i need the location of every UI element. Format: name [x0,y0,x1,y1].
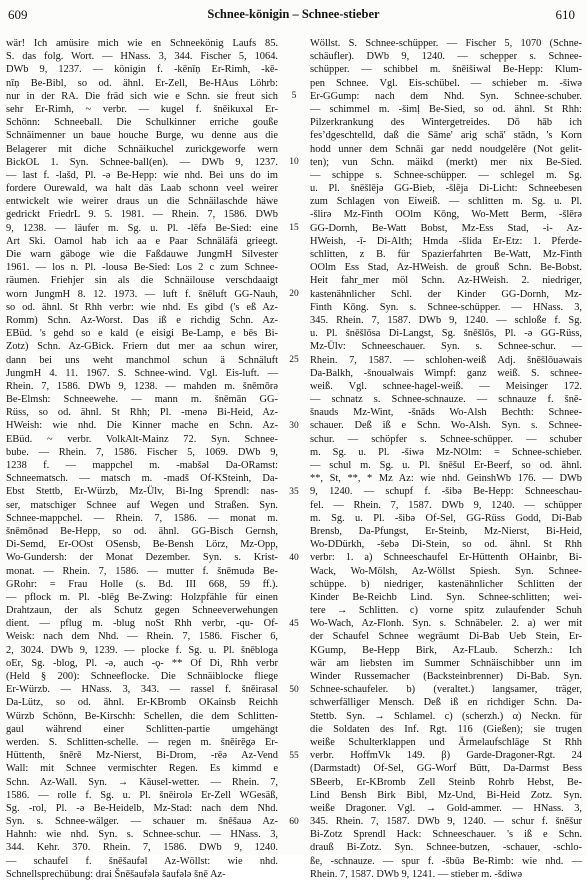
text-line: Heit fahr_mer möl Schn. Az-HWeish. 2. niedriger, [310,275,582,287]
text-line: tere → Schlitten. c) vorne spitz zulaufender Schuh [310,605,582,617]
text-line: pen Schnee. Vgl. Eis-schübel. — schieber m. -šiwə [310,77,582,89]
page-number-left: 609 [8,7,28,22]
text-line: 344. Kehr. 370. Rhein. 7, 1586. DWb 9, 1240. [6,842,278,854]
text-line: Rhein. 7, 1587. — schlohen-weiß Adj. šnēšlōuəwais [310,354,582,366]
text-line: schäufler). DWb 9, 1240. — schepper s. Schnee- [310,51,582,63]
text-line: šnēmōnəd Be-Hepp, so od. ähnl. GG-Bisch Gernsh, [6,525,278,537]
line-number: 50 [289,684,299,695]
text-line: Würzb Schönn, Be-Kirschh: Schellen, die dem Schlitten- [6,710,278,722]
text-line: Wack, Wo-Mölsh, Az-Wöllst Spiesh. Syn. Schnee- [310,565,582,577]
text-line: dann bei uns weht manchmol schun ä Schnäluft [6,354,278,366]
text-line: Da-Lütz, so od. ähnl. Er-KBromb OKainsb Reichh [6,697,278,709]
text-line: werden. S. Schlitten-schelle. — regen m. šnēirēgə Er- [6,736,278,748]
text-line: schur. — schöpfer s. Schnee-schüpper. — schuber [310,433,582,445]
text-line: GRohr: = Frau Holle (s. Bd. III 668, 59 ff.). [6,578,278,590]
text-line: weiße Schulterklappen und Ärmelaufschläge St Rhh [310,736,582,748]
text-line: Wöllst. S. Schnee-schüpper. — Fischer 5, 1070 (Schne- [310,38,582,49]
text-line: Rhein. 7, 1586. DWb 9, 1238. — mahden m. šnēmōrə [6,380,278,392]
text-line: 9, 1238. — läufer m. Sg. u. Pl. -lēfə Be-Sied: eine [6,222,278,234]
text-line: 1238 f. — mappchel m. -mabšəl Da-ORamst: [6,460,278,471]
text-line: Belagerer mit diche Schnäikuchel zurickgeworfe wern [6,143,278,155]
text-line: fesʼdgeschtelld, daß die Sāme' arig schā' stādn, 's Korn [310,130,582,142]
text-line: OOlm Ess Stad, Az-HWeish. de grouß Schn. Be-Bobst. [310,262,582,274]
text-line: fel. — Rhein. 7, 1587. DWb 9, 1240. — schüpper [310,499,582,511]
text-line: entwickelt wie weirer draus un die Schnäilaschde häwe [6,196,278,208]
text-line: EBüd. 's gehd so e kald (e eisigi Be-Lamp, e bēs Bi- [6,328,278,340]
text-line: Be-Elmsh: Schneewehe. — mann m. šnēmān GG- [6,394,278,406]
text-line: m. Sg. u. Pl. -šibə Of-Sel, GG-Rüss Godd, Di-Bab [310,512,582,524]
text-line: schlitten, z B. für Spazierfahrten Be-Watt, Mz-Finth [310,249,582,260]
text-line: JungmH 4. 11. 1967. S. Schnee-wind. Vgl. Eis-luft. — [6,367,278,379]
text-line: 1961. — los n. Pl. -lousə Be-Sied: Los 2 c zum Schnee- [6,262,278,274]
text-line: Zotz) Schn. Az-GBick. Friern dut mer aa schun wirer, [6,341,278,353]
text-line: Schnee-mappchel. — Rhein. 7, 1586. — monat m. [6,512,278,524]
text-line: drauß Bi-Zotz. Syn. Schnee-butzen, -schauer, -schlo- [310,842,582,854]
text-line: Winder Russemacher (Backsteinbrenner) Di-Bab. Syn. [310,671,582,682]
text-line: ße, -schnauze. — spur f. -šbūə Be-Rimb: wie nhd. — [310,855,582,867]
text-line: -šlirə Mz-Finth OOlm Kōng, Wo-Mett Berm, -šlērə [310,209,582,221]
text-line: nīṇ Be-Bibl, so od. ähnl. Er-Zell, Be-HAus Löhrb: [6,77,278,89]
text-line: worn JungmH 8. 12. 1973. — luft f. šnēluft GG-Nauh, [6,288,278,300]
text-line: gaul während einer Schlitten-partie umgehängt [6,723,278,735]
text-line: nur in der RA. Die fräd sich wie e Schn. sie freut sich [6,90,278,102]
text-line: (Darmstadt) Of-Sel, GG-Worf Bütt, Da-Darmst Bess [310,763,582,775]
text-line: Hahnh: wie nhd. Syn. s. Schnee-schur. — HNass. 3, [6,829,278,841]
text-line: Die warn gäboge wie die Faßdauwe JungmH Silvester [6,249,278,260]
text-line: 9, 1240. — schupf f. -šibə Be-Hepp: Schneeschau- [310,486,582,498]
text-line: Schn. Az-Wall. Syn. → Käusel-wetter. — Rhein. 7, [6,776,278,788]
text-line: wär am liebsten im Summer Schnäischibber unn im [310,657,582,669]
text-line: sehr Er-Rimh, ~ verbr. — kugel f. šnēikuxəl Er- [6,103,278,115]
text-line: šnauds Mz-Wint, -šnāds Wo-Alsh Bechth: Schnee- [310,407,582,419]
line-number-gutter [282,37,306,849]
text-line: HWeish, -ī- Di-Alth; Hmda -šlida Er-Etz: 1. Pferde- [310,235,582,247]
text-line: DWb 9, 1237. — königin f. -kēnīṇ Er-Rimh, -kē- [6,64,278,76]
text-line: gedrickt FriedrL 9. 5. 1981. — Rhein. 7, 1586. DWb [6,209,278,221]
line-number: 25 [289,354,299,365]
text-line: Da-Balkh, -šnouəlwais Wimpf: ganz weiß. S. schnee- [310,367,582,379]
text-line: Schnäimenner un baue houche Burge, wu denne aus die [6,130,278,142]
text-line: der Schaufel Schnee wegräumt Di-Bab Ueb Stein, Er- [310,631,582,643]
line-number: 30 [289,420,299,431]
line-number: 20 [289,288,299,299]
line-number: 45 [289,618,299,629]
text-line: schüpper. — schibbel m. šnēišiwəl Be-Hepp: Klum- [310,64,582,76]
text-line: — schippe s. Schnee-schüpper. — schlegel m. Sg. [310,169,582,181]
text-line: kastenähnlicher Schl. der Kinder GG-Dornh, Mz- [310,288,582,300]
text-line: schüppe. b) niedriger, kastenähnlicher Schlitten der [310,578,582,590]
text-line: HWeish: wie nhd. Die Kinner mache en Schn. Az- [6,420,278,432]
text-line: KGump, Be-Hepp Birk, Az-FLaub. Scherzh.: Ich [310,644,582,656]
text-line: so od. ähnl. St Rhh verbr: wie nhd. Es gibd ('s eß Az- [6,301,278,313]
text-line: — last f. -lašd, Pl. -ə Be-Hepp: wie nhd. Bei uns do im [6,169,278,181]
text-line: m. Sg. u. Pl. -šiwə Mz-NOlm: = Schnee-schieber. [310,446,582,458]
text-line: (Held § 200): Schneeflocke. Die Schnäiblocke fliege [6,671,278,682]
text-line: hodd unner dem Schnāi gar nedd noudgelēre (Not gelit- [310,143,582,155]
running-header: Schnee-königin – Schnee-stieber [207,7,380,21]
text-line: Schönn: Schneeball. Die Schulkinner erriche gouße [6,117,278,129]
text-line: u. Pl. šnēšlōsa Di-Langst, Sg. šnēšlōs, Pl. -ə GG-Rüss, [310,328,582,340]
text-line: 345. Rhein. 7, 1587. DWb 9, 1240. — schloße f. Sg. [310,314,582,326]
text-line: Pilzerkrankung des Wintergetreides. Dō hāb ich [310,117,582,129]
text-line: wär! Ich amüsire mich wie en Schneekönig Laufs 85. [6,38,278,49]
text-line: Rhein. 7, 1587. DWb 9, 1241. — stieber m. -šdiwə [310,868,523,880]
text-line: bube. — Rhein. 7, 1586. Fischer 5, 1069. DWb 9, [6,446,278,458]
text-line: weiß. Vgl. schnee-hagel-weiß. — Meisinger 172. [310,380,582,392]
text-line: Drahtzaun, der als Schutz gegen Schneeverwehungen [6,605,278,617]
text-line: — schnatz s. Schnee-schnauze. — schnauze f. šnē- [310,394,582,406]
text-line: Schneematsch. — matsch m. -madš Of-KSteinh, Da- [6,473,278,485]
text-line: Schnee-schaufeler. b) (veraltet.) langsamer, träger, [310,684,582,696]
text-line: schauer. Deß iß e Schn. Wo-Alsh. Syn. s. Schnee- [310,420,582,432]
text-line: 2, 3024. DWb 9, 1239. — plocke f. Sg. u. Pl. šnēbloga [6,644,278,656]
text-line: Romm) Schn. Az-Worst. Das iß e richdig Schn. Az- [6,314,278,326]
text-line: Sg. -rol, Pl. -ə Be-Heidelb, Mz-Stad: nach dem Nhd. [6,802,278,814]
text-line: SBeerb, Er-KBromb Zell Steinb Rohrb Hebst, Be- [310,776,582,788]
text-line: Syn. s. Schnee-wälger. — schauer m. šnēšauə Az- [6,816,278,828]
line-number: 40 [289,552,299,563]
text-line: S. das folg. Wort. — HNass. 3, 344. Fischer 5, 1064. [6,51,278,63]
line-number: 60 [289,816,299,827]
text-line: monat. — Rhein. 7, 1586. — mutter f. šnēmudə Be- [6,565,278,577]
text-line: weiße Dragoner. Vgl. → Gold-ammer. — HNass. 3, [310,802,582,814]
line-number: 15 [289,222,299,233]
text-line: Wo-DDürkh, -šebə Di-Stein, so od. ähnl. St Rhh [310,539,582,551]
text-line: fordere Ourewald, wa halt däs Laab schonn veel weirer [6,183,278,195]
text-line: GG-Dornh, Be-Watt Bobst, Mz-Ess Stad, -i- Az- [310,222,582,234]
text-line: ser, matschiger Schnee auf Wegen und Straßen. Syn. [6,499,278,511]
text-line: Kinder Be-Reichb Lind. Syn. Schnee-schlitten; wei- [310,591,582,603]
text-line: Mz-Ülv: Schneeschauer. Syn. s. Schnee-schur. — [310,341,582,353]
text-line: verbr: 1. a) Schneeschaufel Er-Hüttenth OHainbr, Bi- [310,552,582,564]
text-line: ten); vun Schn. mäikd (merkt) mer nix Be-Sied. [310,156,582,168]
text-line: Hüttenth, šnērē Mz-Nierst, Bi-Drom, -rēə Az-Vend [6,750,278,762]
text-line: Er-GGump: nach dem Nhd. Syn. Schnee-schuber. [310,90,582,102]
text-line: EBüd. ~ verbr. VolkAlt-Mainz 72. Syn. Schnee- [6,433,278,445]
text-line: 1586. — rolle f. Sg. u. Pl. šnēirolə Er-Zell WGesäß, [6,789,278,801]
line-number: 35 [289,486,299,497]
text-line: Ebst Stettb, Er-Würzb, Mz-Ülv, Bi-Ing Sprendl: nas- [6,486,278,498]
text-line: dient. — pflug m. -blug noSt Rhh verbr, -qu- Of- [6,618,278,630]
left-column [6,37,278,880]
text-line: Brensb, Da-Pfungst, Er-Steinb, Mz-Nierst, Bi-Heid, [310,525,582,537]
text-line: Finth Kōng. Syn. s. Schnee-schüpper. — HNass. 3, [310,301,582,313]
right-column [310,37,582,880]
text-line: Lind Bensh Birk Bibl, Mz-Und, Bi-Heid Zotz. Syn. [310,789,582,801]
text-line: Wo-Wach, Az-Flonh. Syn. s. Schnäbeler. 2. a) wer mit [310,618,582,630]
text-line: Weisk: nach dem Nhd. — Rhein. 7, 1586. Fischer 6, [6,631,278,643]
text-line: — schaufel f. šnēšaufəl Az-Wöllst: wie nhd. [6,855,278,867]
text-line: 345. Rhein. 7, 1587. DWb 9, 1240. — schur f. šnēšur [310,816,582,828]
text-line: die Soldaten des Inf. Rgt. 116 (Gießen); sie trugen [310,723,582,735]
text-line: **, St, **, * Mz Az: wie nhd. GeinshWb 176. — DWb [310,473,582,485]
line-number: 10 [289,156,299,167]
text-line: u. Pl. šnēšlējə GG-Bieb, -šlēja Di-Licht: Schneebesen [310,183,582,195]
text-line: Wo-Gundersh: der Monat Dezember. Syn. s. Krist- [6,552,278,564]
text-line: Bi-Zotz Sprendl Hack: Schneeschauer. 's iß e Schn. [310,829,582,841]
text-line: schwerfälliger Mensch. Deß iß en richdiger Schn. Da- [310,697,582,709]
line-number: 5 [291,90,297,101]
text-line: Rüss, so od. ähnl. St Rhh; Pl. -menə Bi-Heid, Az- [6,407,278,419]
text-line: oEr, Sg. -blog, Pl. -ə, auch -ǫ- ** Of Di, Rhh verbr [6,657,278,669]
text-line: — pflock m. Pl. -blēg Be-Zwing: Holzpfähle für einen [6,591,278,603]
text-line: räumen. Friehjer sin als die Schnäilouse verschdaaigt [6,275,278,287]
text-line: zum Schlagen von Eiweiß. — schlitten m. Sg. u. Pl. [310,196,582,208]
text-line: — schimmel m. -šimḷ Be-Sied, so od. ähnl. St Rhh: [310,103,582,115]
text-line: Wall: mit Schnee vermischter Regen. Es kimmd e [6,763,278,775]
text-line: Schnellsprechübung: drai Šnēšaufələ šaufələ šnē Az- [6,868,226,880]
text-line: Er-Würzb. — HNass. 3, 343. — rassel f. šnēirasəl [6,684,278,696]
text-line: — schul m. Sg. u. Pl. šnēšul Er-Beerf, so od. ähnl. [310,460,582,471]
text-line: verbr. HoffmVk 149. β) Garde-Dragoner-Rgt. 24 [310,750,582,762]
page-number-right: 610 [555,7,575,22]
line-number: 55 [289,750,299,761]
text-line: Art Ski. Oamol hab ich aa e Paar Schnäläfä grieegt. [6,235,278,247]
text-line: Di-Semd, Er-OOst OSensb, Be-Bensh Lörz, Mz-Opp, [6,539,278,551]
text-line: BickOL 1. Syn. Schnee-ball(en). — DWb 9, 1237. [6,156,278,168]
text-line: Stettb. Syn. → Schlamel. c) (scherzh.) α) Neckn. für [310,710,582,722]
